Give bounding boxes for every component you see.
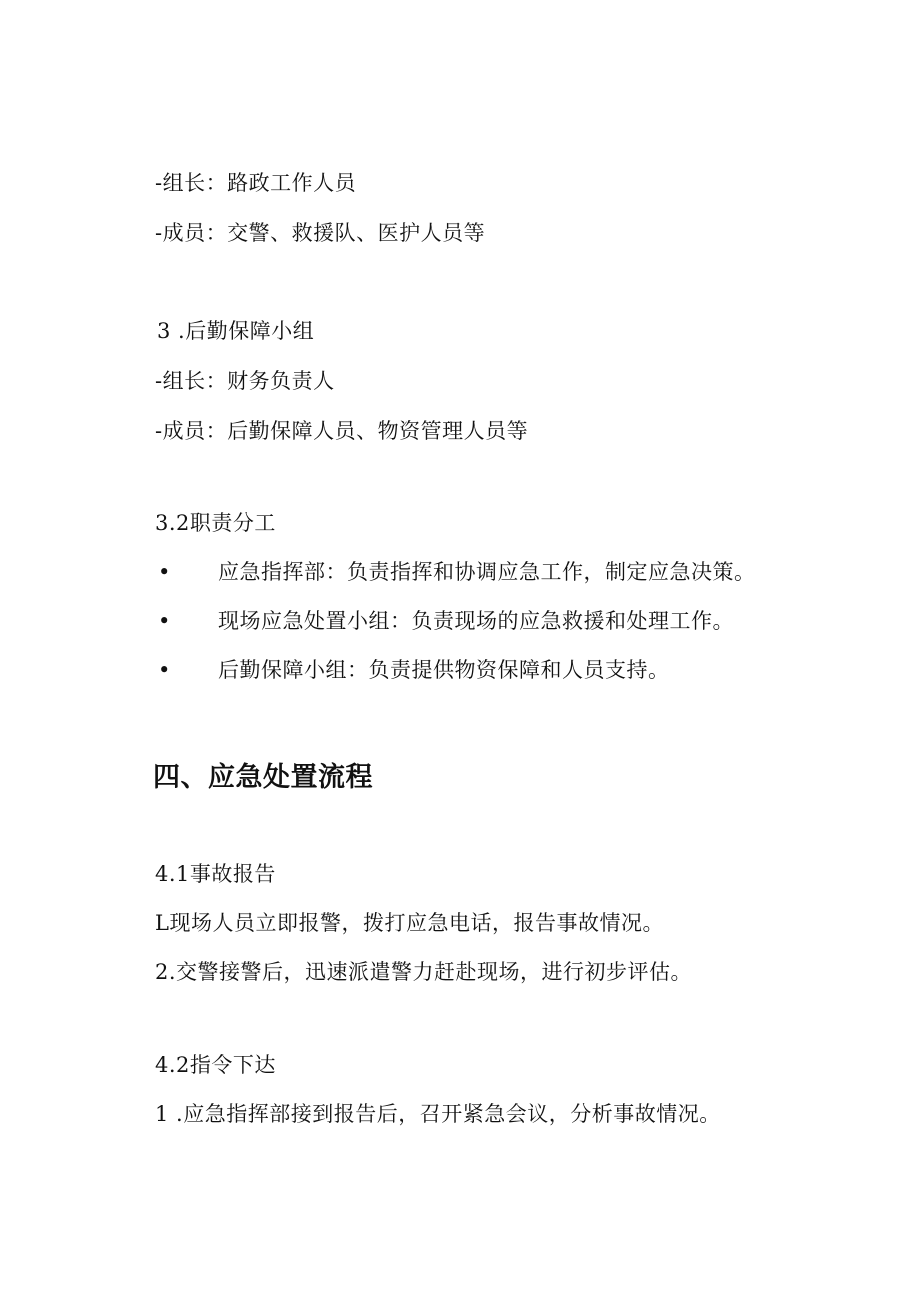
logistics-group-title: 3 .后勤保障小组: [157, 319, 315, 343]
road-group-leader: -组长：路政工作人员: [155, 171, 357, 195]
section-4-1-step-2: 2.交警接警后，迅速派遣警力赶赴现场，进行初步评估。: [155, 960, 693, 984]
section-4-2-title: 4.2指令下达: [155, 1053, 276, 1077]
logistics-group-members: -成员：后勤保障人员、物资管理人员等: [155, 419, 529, 443]
section-4-1-title: 4.1事故报告: [155, 862, 276, 886]
section-4-1-step-1: L现场人员立即报警，拨打应急电话，报告事故情况。: [155, 911, 664, 935]
road-group-members: -成员：交警、救援队、医护人员等: [155, 221, 486, 245]
bullet-icon: •: [158, 658, 171, 682]
bullet-icon: •: [158, 609, 171, 633]
list-item-text: 现场应急处置小组：负责现场的应急救援和处理工作。: [218, 609, 734, 633]
section-4-2-step-1: 1 .应急指挥部接到报告后，召开紧急会议，分析事故情况。: [155, 1102, 721, 1126]
logistics-group-leader: -组长：财务负责人: [155, 369, 335, 393]
bullet-icon: •: [158, 560, 171, 584]
list-item-text: 后勤保障小组：负责提供物资保障和人员支持。: [218, 658, 670, 682]
list-item-text: 应急指挥部：负责指挥和协调应急工作，制定应急决策。: [218, 560, 756, 584]
section-4-heading: 四、应急处置流程: [153, 762, 373, 793]
section-3-2-title: 3.2职责分工: [155, 511, 276, 535]
